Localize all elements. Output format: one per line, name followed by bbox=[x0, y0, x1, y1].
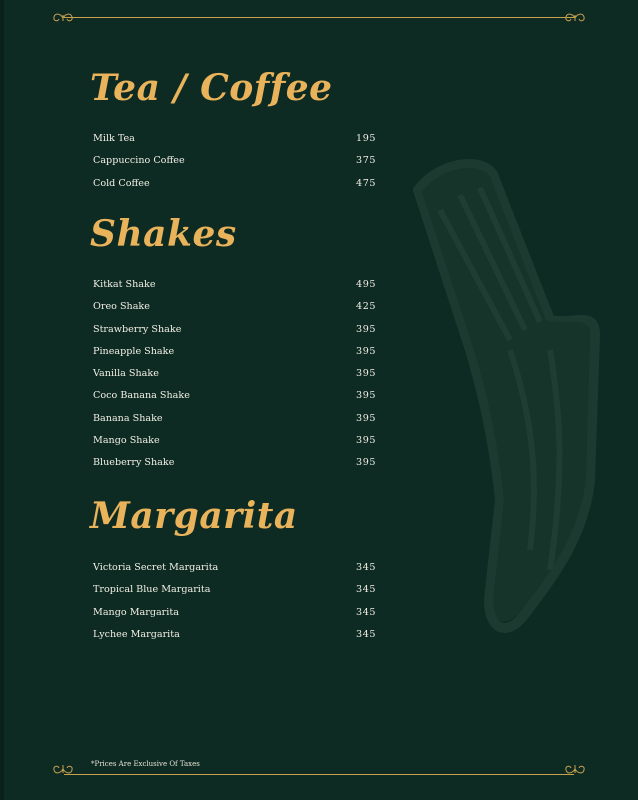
menu-item bbox=[93, 323, 383, 345]
menu-item bbox=[93, 628, 383, 650]
section-title-tea-coffee: Tea / Coffee bbox=[90, 67, 333, 109]
item-price: 395 bbox=[356, 345, 377, 357]
item-name: Banana Shake bbox=[93, 412, 163, 424]
flourish-ornament-icon bbox=[52, 762, 74, 776]
item-name: Victoria Secret Margarita bbox=[93, 562, 219, 573]
menu-item bbox=[93, 278, 383, 300]
menu-item bbox=[93, 412, 383, 434]
item-name: Coco Banana Shake bbox=[93, 390, 190, 402]
item-price: 395 bbox=[356, 368, 377, 380]
drink-watermark-icon bbox=[400, 150, 620, 640]
item-name: Pineapple Shake bbox=[93, 345, 175, 357]
item-price: 395 bbox=[356, 457, 377, 469]
item-name: Cappuccino Coffee bbox=[93, 155, 185, 167]
item-name: Oreo Shake bbox=[93, 301, 150, 313]
item-price: 345 bbox=[356, 606, 377, 618]
menu-item bbox=[93, 583, 383, 605]
item-name: Tropical Blue Margarita bbox=[93, 584, 211, 596]
margarita-list bbox=[93, 561, 383, 650]
item-price: 345 bbox=[356, 584, 377, 596]
menu-item bbox=[93, 561, 383, 583]
bottom-divider bbox=[64, 774, 574, 775]
tax-footnote: *Prices Are Exclusive Of Taxes bbox=[91, 760, 200, 768]
item-name: Blueberry Shake bbox=[93, 457, 175, 469]
menu-item bbox=[93, 456, 383, 478]
menu-item bbox=[93, 367, 383, 389]
item-price: 395 bbox=[356, 390, 377, 402]
menu-item bbox=[93, 389, 383, 411]
item-price: 395 bbox=[356, 435, 377, 447]
item-price: 475 bbox=[356, 177, 377, 189]
flourish-ornament-icon bbox=[564, 762, 586, 776]
top-divider bbox=[64, 17, 574, 18]
flourish-ornament-icon bbox=[564, 11, 586, 25]
menu-item bbox=[93, 434, 383, 456]
item-price: 395 bbox=[356, 412, 377, 424]
item-name: Vanilla Shake bbox=[93, 368, 159, 380]
menu-item bbox=[93, 154, 383, 176]
item-name: Strawberry Shake bbox=[93, 323, 182, 335]
section-title-margarita: Margarita bbox=[90, 495, 298, 537]
item-name: Mango Margarita bbox=[93, 606, 179, 618]
section-title-shakes: Shakes bbox=[90, 213, 237, 255]
shakes-list bbox=[93, 278, 383, 479]
menu-item bbox=[93, 177, 383, 199]
item-price: 395 bbox=[356, 323, 377, 335]
item-name: Mango Shake bbox=[93, 435, 160, 447]
tea-coffee-list bbox=[93, 132, 383, 199]
item-price: 425 bbox=[356, 301, 377, 313]
item-name: Cold Coffee bbox=[93, 177, 150, 189]
item-name: Lychee Margarita bbox=[93, 628, 180, 640]
menu-item bbox=[93, 300, 383, 322]
item-name: Kitkat Shake bbox=[93, 279, 156, 290]
item-price: 375 bbox=[356, 155, 377, 167]
menu-item bbox=[93, 606, 383, 628]
page-edge bbox=[0, 0, 4, 800]
flourish-ornament-icon bbox=[52, 11, 74, 25]
menu-item bbox=[93, 132, 383, 154]
item-name: Milk Tea bbox=[93, 133, 135, 144]
item-price: 195 bbox=[356, 133, 377, 144]
item-price: 345 bbox=[356, 562, 377, 573]
item-price: 345 bbox=[356, 628, 377, 640]
item-price: 495 bbox=[356, 279, 377, 290]
menu-item bbox=[93, 345, 383, 367]
